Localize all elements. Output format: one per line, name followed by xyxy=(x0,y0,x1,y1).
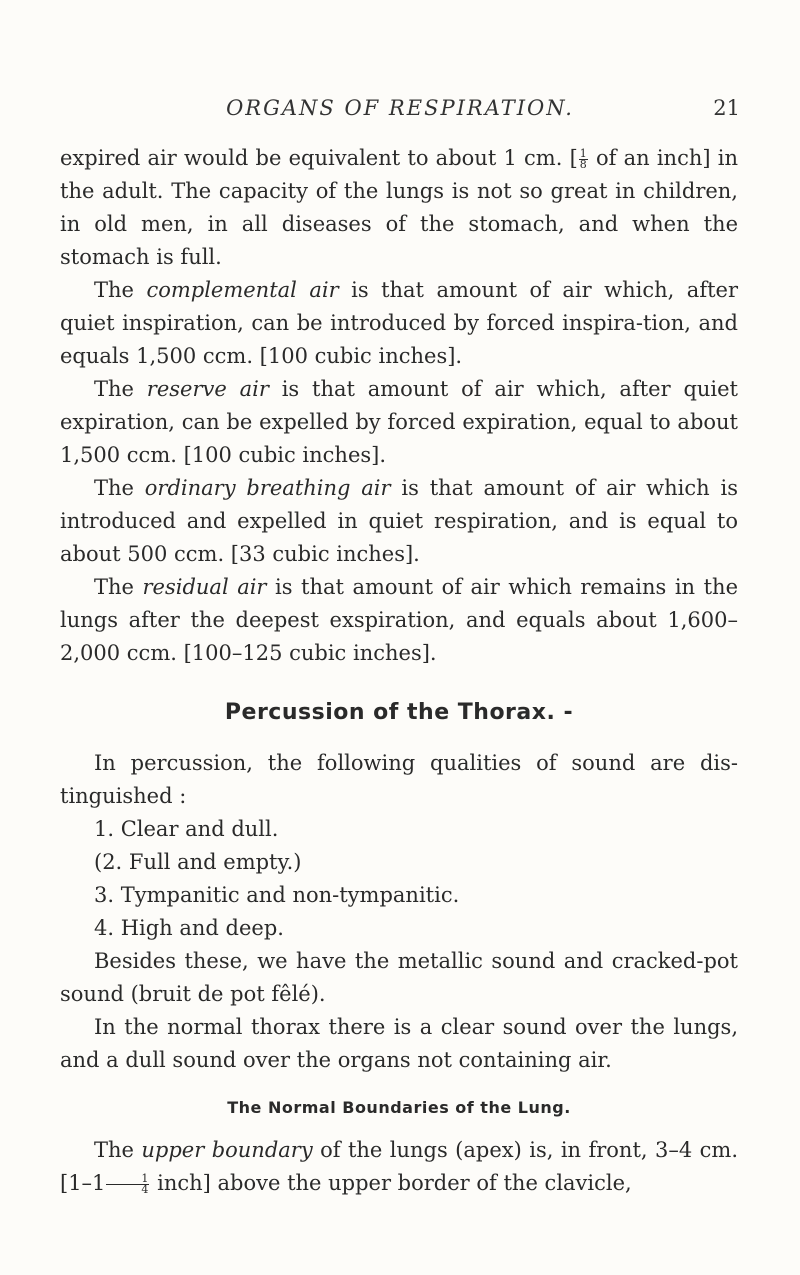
paragraph-ordinary-breathing-air xyxy=(60,472,738,571)
text-run: expired air would be equivalent to about 1 cm. [ xyxy=(60,146,578,170)
text-run: of an inch] in the adult. The capacity of the lungs is not so great in children, in old men, in all diseases of the stomach, and when the stomach is full. xyxy=(60,146,738,269)
paragraph-upper-boundary xyxy=(60,1134,738,1200)
text-run: The xyxy=(94,575,143,599)
fraction-one-eighth xyxy=(579,149,588,170)
fraction-denominator: 4 xyxy=(141,1183,149,1196)
text-run: The xyxy=(94,1138,142,1162)
list-item: 1. Clear and dull. xyxy=(94,817,279,841)
paragraph-percussion-intro: In percussion, the following qualities of sound are dis-tinguished : xyxy=(60,751,738,808)
text-run: is that amount of air which, after quiet inspiration, can be introduced by forced inspira-tion, and equals 1,500 ccm. [100 cubic inches]. xyxy=(60,278,738,368)
fraction-numerator: 1 xyxy=(106,1174,149,1185)
paragraph-capacity xyxy=(60,142,738,274)
page-body xyxy=(60,142,738,1200)
list-item: 3. Tympanitic and non-tympanitic. xyxy=(94,883,460,907)
paragraph-reserve-air xyxy=(60,373,738,472)
text-run: is that amount of air which, after quiet expiration, can be expelled by forced expiration, equal to about 1,500 ccm. [100 cubic inches]. xyxy=(60,377,738,467)
text-run: is that amount of air which is introduced and expelled in quiet respiration, and is equal to about 500 ccm. [33 cubic inches]. xyxy=(60,476,738,566)
term-residual-air: residual air xyxy=(142,575,267,599)
paragraph-residual-air xyxy=(60,571,738,670)
text-run: The xyxy=(94,278,147,302)
text-run: The xyxy=(94,377,147,401)
text-run: of the lungs (apex) is, in front, 3–4 cm. [1–1 xyxy=(60,1138,738,1195)
fraction-one-quarter xyxy=(106,1174,149,1195)
term-complemental-air: complemental air xyxy=(146,278,339,302)
paragraph-normal-thorax: In the normal thorax there is a clear sound over the lungs, and a dull sound over the organs not containing air. xyxy=(60,1015,738,1072)
term-ordinary-breathing-air: ordinary breathing air xyxy=(144,476,391,500)
paragraph-complemental-air xyxy=(60,274,738,373)
fraction-numerator: 1 xyxy=(579,147,587,160)
page-number: 21 xyxy=(713,96,740,120)
section-heading-percussion: Percussion of the Thorax. - xyxy=(224,700,574,725)
fraction-denominator: 8 xyxy=(579,158,587,171)
paragraph-metallic-sound: Besides these, we have the metallic sound and cracked-pot sound (bruit de pot fêlé). xyxy=(60,949,738,1006)
list-item: 4. High and deep. xyxy=(94,916,284,940)
term-upper-boundary: upper boundary xyxy=(141,1138,313,1162)
section-heading-lung-boundaries: The Normal Boundaries of the Lung. xyxy=(227,1098,571,1117)
term-reserve-air: reserve air xyxy=(146,377,269,401)
text-run: inch] above the upper border of the clavicle, xyxy=(150,1171,632,1195)
text-run: The xyxy=(94,476,145,500)
list-item: (2. Full and empty.) xyxy=(94,850,302,874)
text-run: is that amount of air which remains in the lungs after the deepest exspiration, and equals about 1,600–2,000 ccm. [100–125 cubic inches]. xyxy=(60,575,738,665)
running-title: ORGANS OF RESPIRATION. xyxy=(226,96,574,120)
